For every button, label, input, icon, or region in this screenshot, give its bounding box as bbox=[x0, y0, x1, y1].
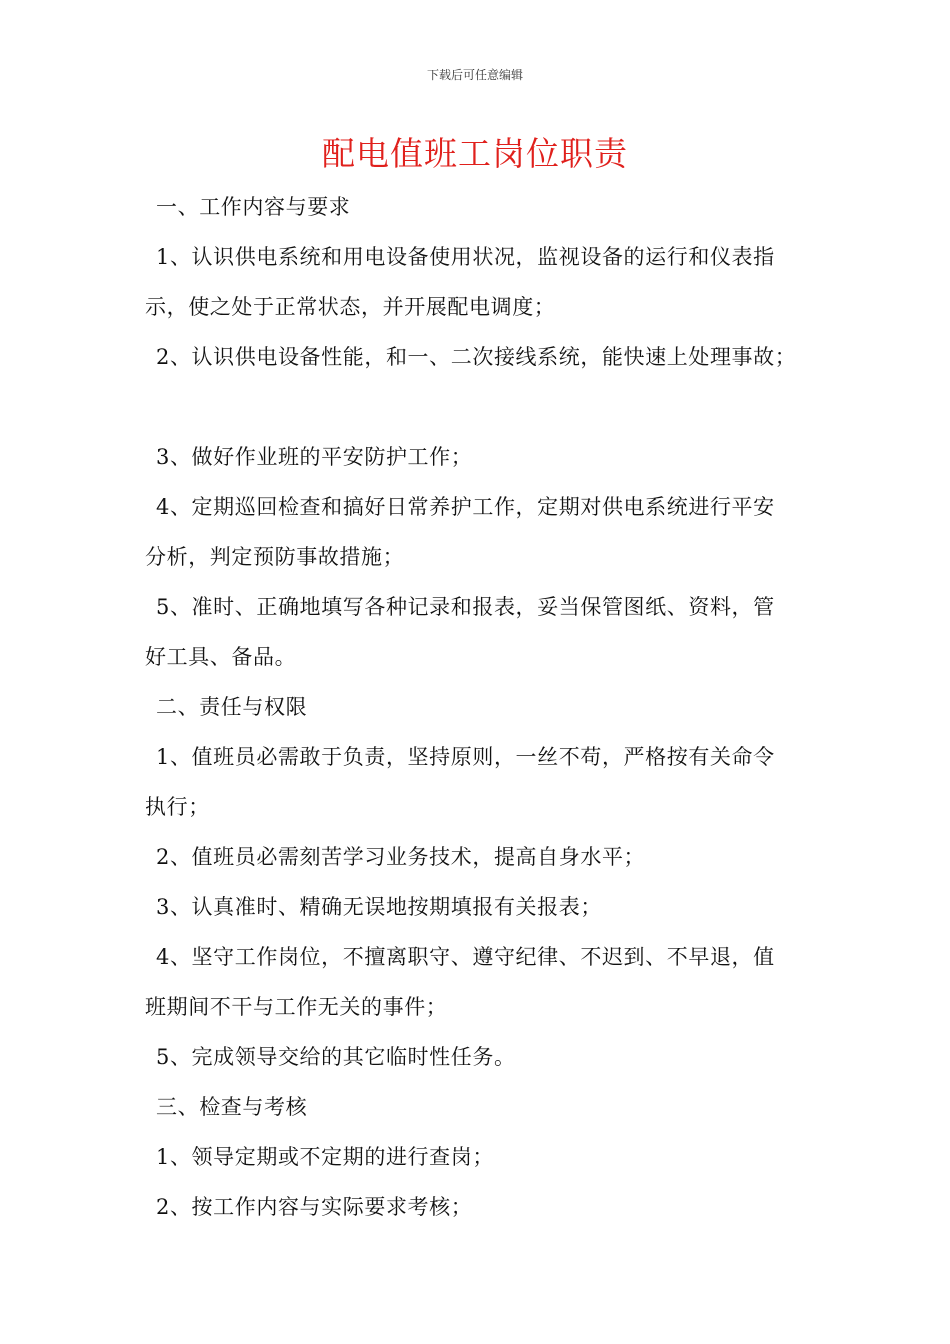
paragraph-line: 分析，判定预防事故措施； bbox=[145, 545, 405, 569]
document-title: 配电值班工岗位职责 bbox=[322, 134, 628, 173]
paragraph-line: 3、做好作业班的平安防护工作； bbox=[156, 445, 473, 469]
paragraph-line: 3、认真准时、精确无误地按期填报有关报表； bbox=[156, 895, 602, 919]
paragraph-line: 执行； bbox=[145, 795, 210, 819]
paragraph-line: 5、准时、正确地填写各种记录和报表，妥当保管图纸、资料，管 bbox=[156, 595, 775, 619]
paragraph-line: 1、认识供电系统和用电设备使用状况，监视设备的运行和仪表指 bbox=[156, 245, 775, 269]
paragraph-line: 示，使之处于正常状态，并开展配电调度； bbox=[145, 295, 556, 319]
paragraph-line: 2、值班员必需刻苦学习业务技术，提高自身水平； bbox=[156, 845, 646, 869]
paragraph-line: 好工具、备品。 bbox=[145, 645, 297, 669]
paragraph-line: 4、坚守工作岗位，不擅离职守、遵守纪律、不迟到、不早退，值 bbox=[156, 945, 775, 969]
paragraph-line: 班期间不干与工作无关的事件； bbox=[145, 995, 448, 1019]
paragraph-line: 2、认识供电设备性能，和一、二次接线系统，能快速上处理事故； bbox=[156, 345, 797, 369]
paragraph-line: 2、按工作内容与实际要求考核； bbox=[156, 1195, 473, 1219]
paragraph-line: 4、定期巡回检查和搞好日常养护工作，定期对供电系统进行平安 bbox=[156, 495, 775, 519]
blank-line bbox=[145, 382, 825, 432]
document-body bbox=[145, 182, 825, 1232]
paragraph-line: 5、完成领导交给的其它临时性任务。 bbox=[156, 1045, 516, 1069]
paragraph-line: 1、领导定期或不定期的进行查岗； bbox=[156, 1145, 494, 1169]
paragraph-line: 1、值班员必需敢于负责，坚持原则，一丝不苟，严格按有关命令 bbox=[156, 745, 775, 769]
section-heading-1: 一、工作内容与要求 bbox=[156, 195, 351, 219]
header-note: 下载后可任意编辑 bbox=[426, 68, 523, 82]
section-heading-3: 三、检查与考核 bbox=[156, 1095, 308, 1119]
section-heading-2: 二、责任与权限 bbox=[156, 695, 308, 719]
